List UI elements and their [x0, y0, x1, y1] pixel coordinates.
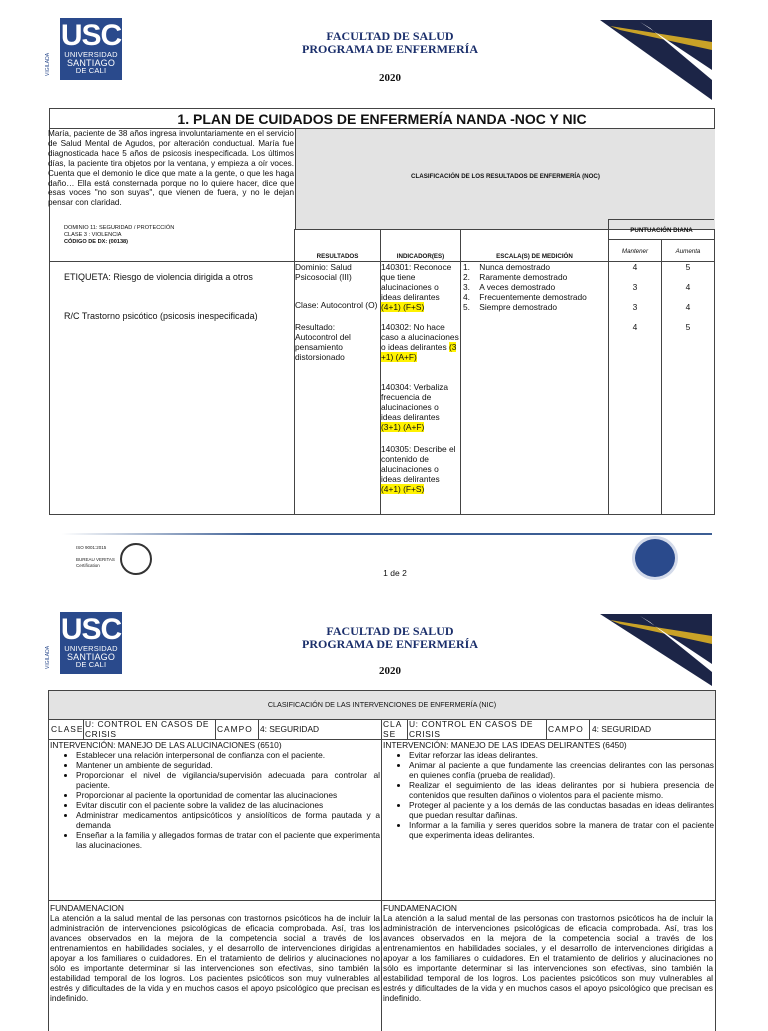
program-title-2: PROGRAMA DE ENFERMERÍA — [302, 637, 478, 651]
maintain-scores: 4 3 3 4 — [632, 262, 638, 332]
usc-logo: USC UNIVERSIDAD SANTIAGO DE CALI — [60, 18, 122, 80]
clase-label-left: CLASE — [51, 724, 84, 734]
col-increase: Aumenta — [675, 248, 701, 255]
col-results: RESULTADOS — [316, 253, 359, 260]
intervention-left: INTERVENCIÓN: MANEJO DE LAS ALUCINACIONES (6510) • Establecer una relación interpersonal de confianza con el paciente. • Mantener un ambiente de seguridad. • Proporcionar el nivel de vigilancia/supervisión adecuada para controlar al paciente. • Proporcionar al paciente la oportunidad de comentar las alucinaciones • Evitar discutir con el paciente sobre la validez de las alucinaciones • Administrar medicamentos antipsicóticos y ansiolíticos de forma pautada y a demanda • Enseñar a la familia y allegados formas de tratar con el paciente que experimenta las alucinaciones. — [50, 740, 380, 850]
corner-decoration-2 — [600, 614, 712, 686]
campo-value-right: 4: SEGURIDAD — [592, 724, 652, 734]
campo-value-left: 4: SEGURIDAD — [260, 724, 320, 734]
col-score: PUNTUACIÓN DIANA — [630, 227, 693, 234]
faculty-title: FACULTAD DE SALUD — [326, 29, 454, 43]
col-indicators: INDICADOR(ES) — [396, 253, 445, 260]
year-2: 2020 — [379, 665, 401, 677]
results-column: Dominio: Salud Psicosocial (III) Clase: Autocontrol (O) Resultado: Autocontrol del pensamiento distorsionado — [295, 262, 378, 362]
indicator-item: 140301: Reconoce que tiene alucinaciones o ideas delirantes (4+1) (F+S) — [381, 262, 452, 312]
indicators-column — [381, 262, 460, 494]
fundamentation-left: FUNDAMENACION La atención a la salud mental de las personas con trastornos psicóticos ha de incluir la administración de intervenciones psicológicas de eficacia comprobada. Así, tras los avances observados en la mejora de la competencia social a través de los entrenamientos en habilidades sociales, y el desarrollo de intervenciones dirigidas a apoyar a los familiares o cuidadores. En el tratamiento de delirios y alucinaciones no sólo es importante determinar si las intervenciones son efectivas, sino también la estabilidad temporal de los logros. Los pacientes psicóticos son muy vulnerables al estrés y dificultades de la vida y en muchos casos el apoyo psicológico que precisan es indefinido. — [50, 903, 380, 1003]
indicator-item: 140302: No hace caso a alucinaciones o ideas delirantes (3 +1) (A+F) — [381, 322, 459, 362]
nic-header: CLASIFICACIÓN DE LAS INTERVENCIONES DE ENFERMERÍA (NIC) — [49, 691, 715, 720]
care-plan-table — [49, 108, 715, 515]
indicator-item: 140304: Verbaliza frecuencia de alucinaciones o ideas delirantes (3+1) (A+F) — [381, 382, 449, 432]
scale-list: 1. Nunca demostrado 2. Raramente demostrado 3. A veces demostrado 4. Frecuentemente demostrado 5. Siempre demostrado — [463, 262, 587, 312]
page-number: 1 de 2 — [383, 568, 407, 578]
usc-logo-2: USC UNIVERSIDAD SANTIAGO DE CALI — [60, 612, 122, 674]
indicator-item: 140305: Describe el contenido de alucinaciones o ideas delirantes (4+1) (F+S) — [381, 444, 456, 494]
iso-badge: ISO 9001:2015 BUREAU VERITAS Certification — [76, 543, 156, 577]
case-description: María, paciente de 38 años ingresa involuntariamente en el servicio de Salud Mental de Agudos, por alteración conductual. María fue diagnosticada hace 5 años de psicosis inespecificada. Los últimos días, la paciente tira objetos por la ventana, y empieza a oír voces. Cuenta que el demonio le dice que mate a la gente, o que les haga daño… Ella está consternada porque no lo quiere hacer, dice que esas voces "no son suyas", que vienen de fuera, y no le dejan pensar con claridad. — [48, 129, 294, 208]
nanda-label: ETIQUETA: Riesgo de violencia dirigida a otros — [64, 272, 253, 282]
vigilada-label: VIGILADA — [45, 52, 51, 76]
domain-block: DOMINIO 11: SEGURIDAD / PROTECCIÓN CLASE 3 : VIOLENCIA CÓDIGO DE DX: (00138) — [64, 225, 175, 245]
plan-title: 1. PLAN DE CUIDADOS DE ENFERMERÍA NANDA -NOC Y NIC — [50, 109, 714, 129]
clase-value-left: U: CONTROL EN CASOS DE CRISIS — [85, 719, 210, 739]
clase-label-right: CLASE — [383, 719, 403, 739]
campo-label-right: CAMPO — [548, 724, 584, 734]
year: 2020 — [379, 72, 401, 84]
corner-decoration — [600, 20, 712, 100]
intervention-right: INTERVENCIÓN: MANEJO DE LAS IDEAS DELIRANTES (6450) • Evitar reforzar las ideas delirantes. • Animar al paciente a que fundamente las creencias delirantes con las personas en quienes confía (prueba de realidad). • Realizar el seguimiento de las ideas delirantes por si hubiera presencia de contenidos que resulten dañinos o violentos para el paciente mismo. • Proteger al paciente y a los demás de las conductas basadas en ideas delirantes que puedan resultar dañinas. • Informar a la familia y seres queridos sobre la manera de tratar con el paciente que experimenta ideas delirantes. — [383, 740, 714, 840]
campo-label-left: CAMPO — [217, 724, 253, 734]
noc-header: CLASIFICACIÓN DE LOS RESULTADOS DE ENFERMERÍA (NOC) — [295, 129, 715, 229]
vigilada-label-2: VIGILADA — [45, 645, 51, 669]
col-scale: ESCALA(S) DE MEDICIÓN — [496, 253, 573, 260]
increase-scores: 5 4 4 5 — [685, 262, 691, 332]
faculty-title-2: FACULTAD DE SALUD — [326, 624, 454, 638]
col-maintain: Mantener — [621, 248, 649, 255]
intervention-left-list: • Establecer una relación interpersonal de confianza con el paciente. • Mantener un ambiente de seguridad. • Proporcionar el nivel de vigilancia/supervisión adecuada para controlar al paciente. • Proporcionar al paciente la oportunidad de comentar las alucinaciones • Evitar discutir con el paciente sobre la validez de las alucinaciones • Administrar medicamentos antipsicóticos y ansiolíticos de forma pautada y a demanda • Enseñar a la familia y allegados formas de tratar con el paciente que experimenta las alucinaciones. — [50, 750, 380, 850]
program-title: PROGRAMA DE ENFERMERÍA — [302, 42, 478, 56]
clase-value-right: U: CONTROL EN CASOS DE CRISIS — [409, 719, 534, 739]
footer-rule — [62, 533, 712, 535]
fundamentation-right: FUNDAMENACION La atención a la salud mental de las personas con trastornos psicóticos ha de incluir la administración de intervenciones psicológicas de eficacia comprobada. Así, tras los avances observados en la mejora de la competencia social a través de los entrenamientos en habilidades sociales, y el desarrollo de intervenciones dirigidas a apoyar a los familiares o cuidadores. En el tratamiento de delirios y alucinaciones no sólo es importante determinar si las intervenciones son efectivas, sino también la estabilidad temporal de los logros. Los pacientes psicóticos son muy vulnerables al estrés y dificultades de la vida y en muchos casos el apoyo psicológico que precisan es indefinido. — [383, 903, 713, 1003]
nic-table — [48, 690, 716, 1031]
related-factor: R/C Trastorno psicótico (psicosis inespecificada) — [64, 311, 258, 321]
seal-icon — [632, 536, 678, 580]
intervention-right-list: • Evitar reforzar las ideas delirantes. • Animar al paciente a que fundamente las creencias delirantes con las personas en quienes confía (prueba de realidad). • Realizar el seguimiento de las ideas delirantes por si hubiera presencia de contenidos que resulten dañinos o violentos para el paciente mismo. • Proteger al paciente y a los demás de las conductas basadas en ideas delirantes que puedan resultar dañinas. • Informar a la familia y seres queridos sobre la manera de tratar con el paciente que experimenta ideas delirantes. — [383, 750, 714, 840]
